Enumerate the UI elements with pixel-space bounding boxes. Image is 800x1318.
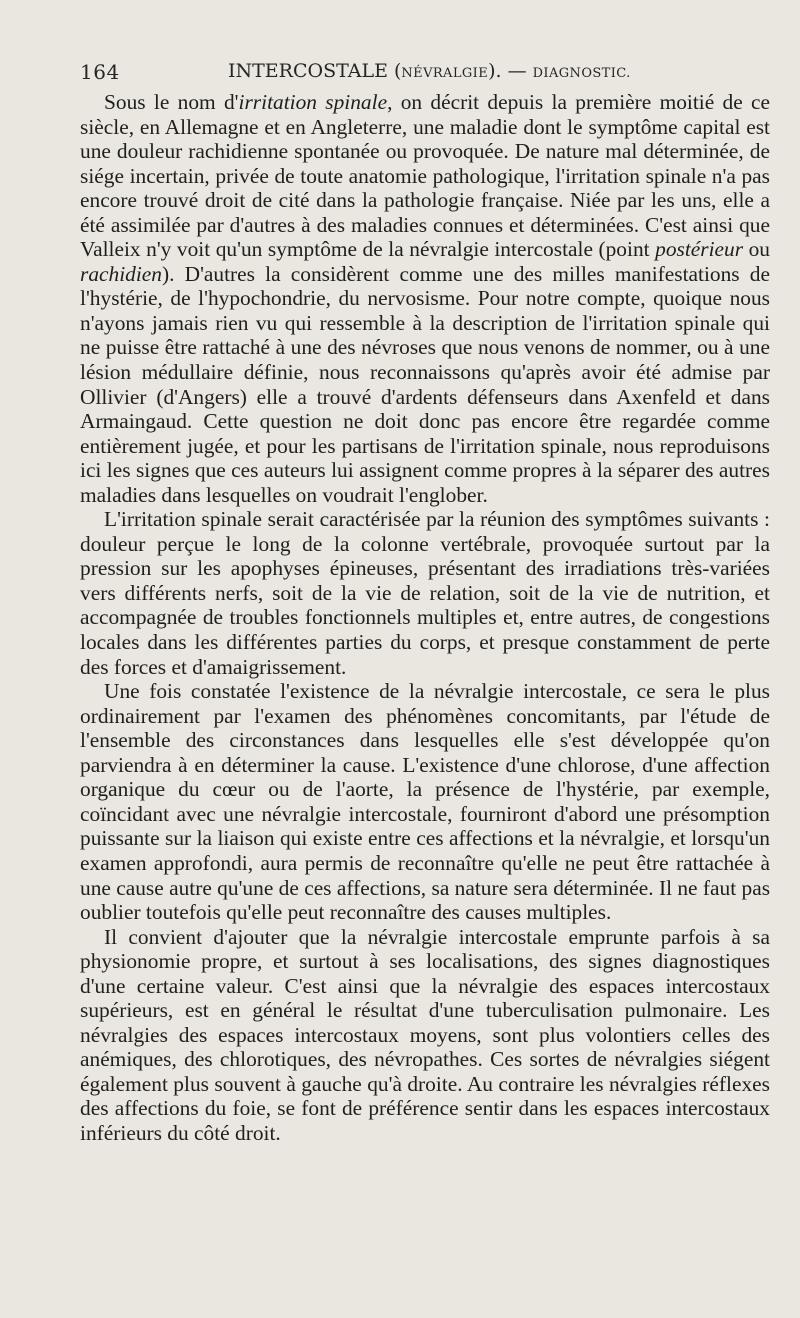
- paragraph-1-italic-term: irritation spinale: [238, 90, 388, 114]
- body-text: [80, 90, 770, 1146]
- running-header: [80, 60, 770, 86]
- running-title-main: INTERCOSTALE (: [228, 60, 402, 82]
- paragraph-localisations: Il convient d'ajouter que la névralgie intercostale emprunte parfois à sa physionomie propre, et surtout à ses localisations, des signes diagnostiques d'une certaine valeur. C'est ainsi que la névralgie des espaces intercostaux supérieurs, est en général le résultat d'une tuberculisation pulmonaire. Les névralgies des espaces intercostaux moyens, sont plus volontiers celles des anémiques, des chlorotiques, des névropathes. Ces sortes de névralgies siégent également plus souvent à gauche qu'à droite. Au contraire les névralgies réflexes des affections du foie, se font de préférence sentir dans les espaces intercostaux inférieurs du côté droit.: [80, 924, 770, 1145]
- paragraph-irritation-spinale: [80, 90, 770, 507]
- paragraph-1-italic-posterieur: postérieur: [655, 237, 744, 262]
- paragraph-1-text-b: , on décrit depuis la première moitié de ce siècle, en Allemagne et en Angleterre, une maladie dont le symptôme capital est une douleur rachidienne spontanée ou provoquée. De nature mal déterminée, de siége incertain, privée de toute anatomie pathologique, l'irritation spinale n'a pas encore trouvé droit de cité dans la pathologie française. Niée par les uns, elle a été assimilée par d'autres à des maladies connues et déterminées. C'est ainsi que Valleix n'y voit qu'un symptôme de la névralgie intercostale (point: [80, 90, 771, 262]
- paragraph-1-text-c: ou: [743, 237, 770, 262]
- running-title: [228, 60, 631, 82]
- running-title-section: DIAGNOSTIC.: [532, 66, 631, 81]
- running-title-separator: ). —: [488, 60, 533, 82]
- paragraph-cause: Une fois constatée l'existence de la névralgie intercostale, ce sera le plus ordinairement par l'examen des phénomènes concomitants, par l'étude de l'ensemble des circonstances dans lesquelles elle s'est développée qu'on parviendra à en déterminer la cause. L'existence d'une chlorose, d'une affection organique du cœur ou de l'aorte, la présence de l'hystérie, par exemple, coïncidant avec une névralgie intercostale, fourniront d'abord une présomption puissante sur la liaison qui existe entre ces affections et la névralgie, et lorsqu'un examen approfondi, aura permis de reconnaître qu'elle ne peut être rattachée à une cause autre qu'une de ces affections, sa nature sera déterminée. Il ne faut pas oublier toutefois qu'elle peut reconnaître des causes multiples.: [80, 679, 771, 925]
- paragraph-1-italic-rachidien: rachidien: [80, 261, 162, 286]
- page-number: 164: [80, 60, 120, 84]
- paragraph-symptomes: L'irritation spinale serait caractérisée par la réunion des symptômes suivants : douleur perçue le long de la colonne vertébrale, provoquée surtout par la pression sur les apophyses épineuses, présentant des irradiations très-variées vers différents nerfs, soit de la vie de relation, soit de la vie de nutrition, et accompagnée de troubles fonctionnels multiples et, entre autres, de congestions locales dans les différentes parties du corps, et presque constamment de perte des forces et d'amaigrissement.: [80, 507, 770, 679]
- running-title-smallcaps: NÉVRALGIE: [401, 66, 489, 81]
- paragraph-1-text-d: ). D'autres la considèrent comme une des milles manifestations de l'hystérie, de l'hypochondrie, du nervosisme. Pour notre compte, quoique nous n'ayons jamais rien vu qui ressemble à la description de l'irritation spinale qui ne puisse être rattaché à une des névroses que nous venons de nommer, ou à une lésion médullaire définie, nous reconnaissons qu'après avoir été admise par Ollivier (d'Angers) elle a trouvé d'ardents défenseurs dans Axenfeld et dans Armaingaud. Cette question ne doit donc pas encore être regardée comme entièrement jugée, et pour les partisans de l'irritation spinale, nous reproduisons ici les signes que ces auteurs lui assignent comme propres à la séparer des autres maladies dans lesquelles on voudrait l'englober.: [80, 261, 770, 507]
- paragraph-1-text-a: Sous le nom d': [104, 90, 239, 114]
